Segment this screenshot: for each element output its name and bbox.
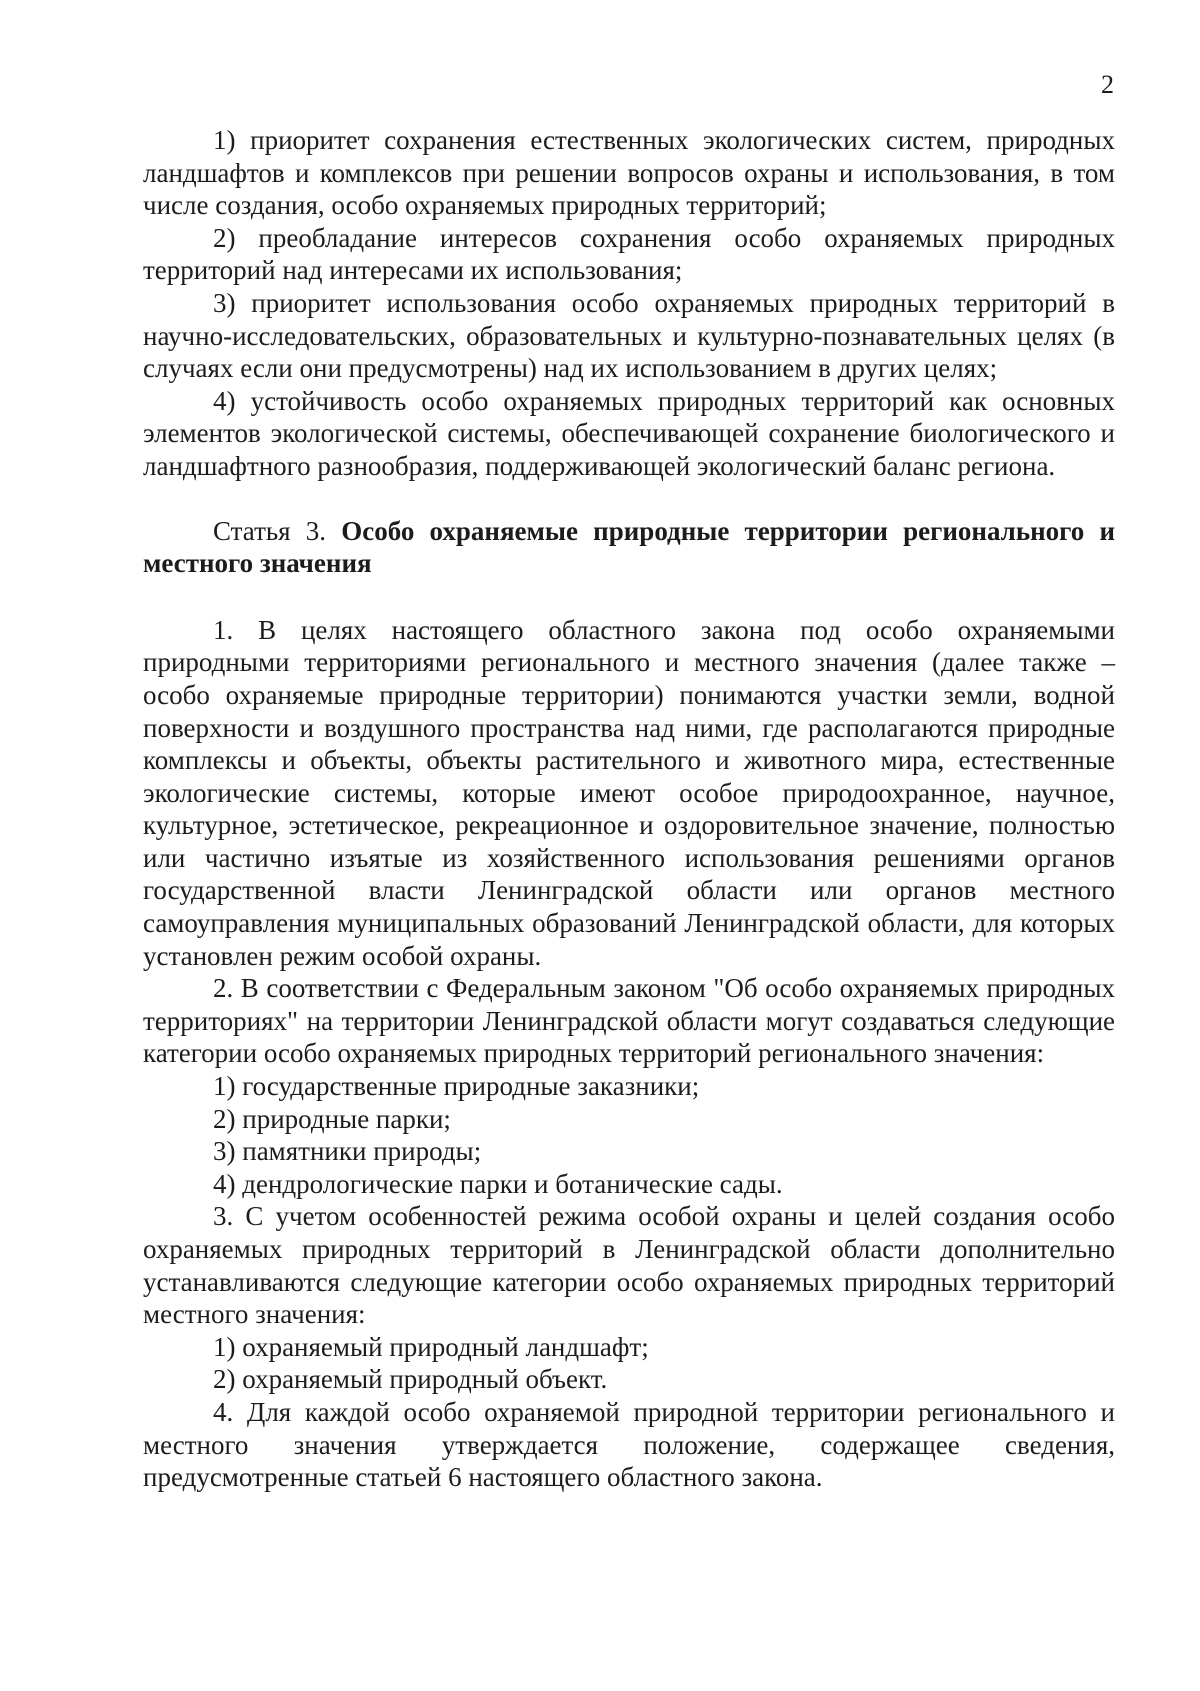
article-label: Статья 3. (213, 515, 327, 546)
paragraph-4: 4. Для каждой особо охраняемой природной территории регионального и местного значения утверждается положение, содержащее сведения, предусмотренные статьей 6 настоящего областного закона. (143, 1396, 1115, 1493)
intro-item-3: 3) приоритет использования особо охраняемых природных территорий в научно-исследовательских, образовательных и культурно-познавательных целях (в случаях если они предусмотрены) над их использованием в других целях; (143, 287, 1115, 384)
paragraph-2: 2. В соответствии с Федеральным законом "Об особо охраняемых природных территориях" на территории Ленинградской области могут создаваться следующие категории особо охраняемых природных территорий регионального значения: (143, 973, 1115, 1069)
document-body (143, 124, 1115, 1494)
paragraph-2-item-1: 1) государственные природные заказники; (213, 1071, 700, 1102)
paragraph-3-item-2: 2) охраняемый природный объект. (213, 1364, 608, 1395)
paragraph-2-item-4: 4) дендрологические парки и ботанические сады. (213, 1168, 783, 1199)
article-title: Особо охраняемые природные территории регионального и местного значения (143, 515, 1115, 579)
paragraph-3: 3. С учетом особенностей режима особой охраны и целей создания особо охраняемых природных территорий в Ленинградской области дополнительно устанавливаются следующие категории особо охраняемых природных территорий местного значения: (143, 1201, 1115, 1330)
article-heading (143, 515, 1115, 580)
intro-item-4: 4) устойчивость особо охраняемых природных территорий как основных элементов экологической системы, обеспечивающей сохранение биологического и ландшафтного разнообразия, поддерживающей экологический баланс региона. (143, 385, 1115, 481)
intro-item-2: 2) преобладание интересов сохранения особо охраняемых природных территорий над интересами их использования; (143, 222, 1115, 286)
page-number: 2 (1101, 70, 1114, 99)
paragraph-1: 1. В целях настоящего областного закона под особо охраняемыми природными территориями регионального и местного значения (далее также – особо охраняемые природные территории) понимаются участки земли, водной поверхности и воздушного пространства над ними, где располагаются природные комплексы и объекты, объекты растительного и животного мира, естественные экологические системы, которые имеют особое природоохранное, научное, культурное, эстетическое, рекреационное и оздоровительное значение, полностью или частично изъятые из хозяйственного использования решениями органов государственной власти Ленинградской области или органов местного самоуправления муниципальных образований Ленинградской области, для которых установлен режим особой охраны. (143, 614, 1115, 971)
intro-item-1: 1) приоритет сохранения естественных экологических систем, природных ландшафтов и комплексов при решении вопросов охраны и использования, в том числе создания, особо охраняемых природных территорий; (143, 125, 1115, 221)
paragraph-2-item-2: 2) природные парки; (213, 1103, 451, 1134)
paragraph-2-item-3: 3) памятники природы; (213, 1136, 482, 1167)
paragraph-3-item-1: 1) охраняемый природный ландшафт; (213, 1331, 649, 1362)
